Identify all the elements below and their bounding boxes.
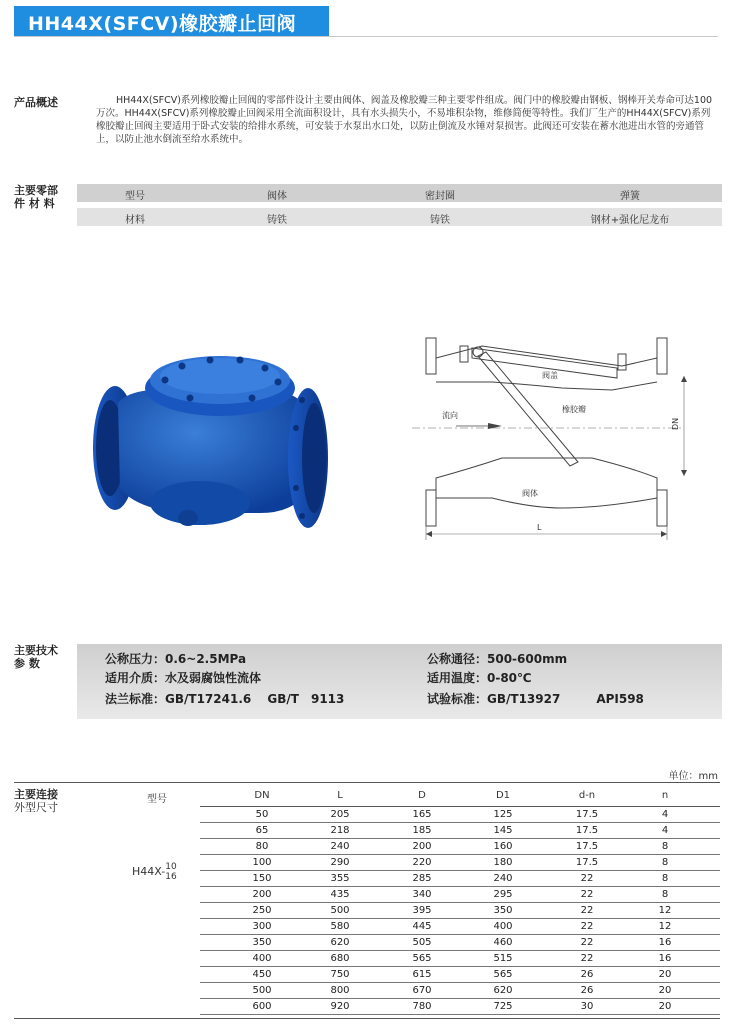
table-cell: 460 <box>493 937 513 948</box>
table-cell: 17.5 <box>575 825 599 836</box>
table-cell: 20 <box>658 985 672 996</box>
table-row <box>200 887 720 903</box>
table-cell: 4 <box>661 825 669 836</box>
table-row <box>200 919 720 935</box>
materials-label-line1: 主要零部 <box>14 184 58 197</box>
param-temperature: 适用温度：0-80℃ <box>427 671 532 685</box>
table-cell: 65 <box>255 825 269 836</box>
table-cell: 22 <box>580 873 594 884</box>
table-cell: 17.5 <box>575 841 599 852</box>
table-row <box>200 935 720 951</box>
table-cell: 145 <box>493 825 513 836</box>
materials-value-row <box>77 208 722 226</box>
table-cell: 8 <box>661 889 669 900</box>
model-base: H44X- <box>132 865 166 878</box>
table-cell: 620 <box>330 937 350 948</box>
overview-label: 产品概述 <box>14 96 58 109</box>
table-cell: 240 <box>330 841 350 852</box>
table-cell: 580 <box>330 921 350 932</box>
dimensions-label <box>14 788 58 814</box>
table-cell: 750 <box>330 969 350 980</box>
table-row <box>200 823 720 839</box>
diagram-label-dn: DN <box>671 417 680 430</box>
table-cell: 200 <box>412 841 432 852</box>
dimensions-label-line1: 主要连接 <box>14 788 58 801</box>
col-header-model: 型号 <box>147 794 167 805</box>
table-cell: 125 <box>493 809 513 820</box>
table-cell: 16 <box>658 937 672 948</box>
col-header-l: L <box>337 790 343 801</box>
table-cell: 725 <box>493 1001 513 1012</box>
table-cell: 500 <box>330 905 350 916</box>
table-cell: 8 <box>661 841 669 852</box>
materials-value-cell: 钢材+强化尼龙布 <box>590 215 670 226</box>
table-row <box>200 967 720 983</box>
diagram-label-disc: 橡胶瓣 <box>562 405 586 414</box>
table-cell: 26 <box>580 985 594 996</box>
table-cell: 160 <box>493 841 513 852</box>
param-flange: 法兰标准：GB/T17241.6 GB/T 9113 <box>105 692 345 706</box>
table-row <box>200 807 720 823</box>
table-cell: 200 <box>252 889 272 900</box>
table-cell: 350 <box>252 937 272 948</box>
param-diameter: 公称通径：500-600mm <box>427 652 568 666</box>
table-cell: 300 <box>252 921 272 932</box>
table-bottom-rule <box>14 1018 720 1019</box>
table-cell: 165 <box>412 809 432 820</box>
table-cell: 22 <box>580 953 594 964</box>
table-cell: 100 <box>252 857 272 868</box>
table-cell: 445 <box>412 921 432 932</box>
table-cell: 450 <box>252 969 272 980</box>
materials-label <box>14 184 58 210</box>
materials-header-cell: 密封圈 <box>425 191 455 202</box>
table-row <box>200 951 720 967</box>
table-cell: 22 <box>580 889 594 900</box>
table-cell: 22 <box>580 905 594 916</box>
model-cell <box>132 862 177 882</box>
table-row <box>200 871 720 887</box>
materials-header-row <box>77 184 722 202</box>
dimensions-label-line2: 外型尺寸 <box>14 801 58 814</box>
table-cell: 205 <box>330 809 350 820</box>
col-header-n: n <box>661 790 669 801</box>
params-label <box>14 644 58 670</box>
table-cell: 8 <box>661 857 669 868</box>
table-row <box>200 999 720 1015</box>
table-cell: 680 <box>330 953 350 964</box>
table-row <box>200 903 720 919</box>
title-banner <box>14 6 329 36</box>
table-cell: 565 <box>493 969 513 980</box>
table-cell: 285 <box>412 873 432 884</box>
col-header-d: D <box>418 790 426 801</box>
table-cell: 218 <box>330 825 350 836</box>
table-cell: 22 <box>580 921 594 932</box>
materials-header-cell: 型号 <box>125 191 145 202</box>
table-cell: 505 <box>412 937 432 948</box>
page-title: HH44X(SFCV)橡胶瓣止回阀 <box>28 13 297 35</box>
diagram-label-flow: 流向 <box>442 411 458 420</box>
table-cell: 150 <box>252 873 272 884</box>
param-pressure: 公称压力：0.6~2.5MPa <box>105 652 247 666</box>
table-cell: 80 <box>255 841 269 852</box>
table-cell: 17.5 <box>575 809 599 820</box>
table-cell: 350 <box>493 905 513 916</box>
table-cell: 780 <box>412 1001 432 1012</box>
materials-header-cell: 弹簧 <box>620 191 640 202</box>
table-cell: 17.5 <box>575 857 599 868</box>
table-cell: 400 <box>493 921 513 932</box>
params-label-line1: 主要技术 <box>14 644 58 657</box>
model-sub: 16 <box>165 872 177 882</box>
table-cell: 515 <box>493 953 513 964</box>
table-cell: 185 <box>412 825 432 836</box>
col-header-dn-bolts: d-n <box>578 790 596 801</box>
table-cell: 30 <box>580 1001 594 1012</box>
title-divider <box>14 36 718 37</box>
valve-product-image <box>70 318 340 548</box>
table-cell: 920 <box>330 1001 350 1012</box>
table-row <box>200 983 720 999</box>
table-cell: 26 <box>580 969 594 980</box>
table-cell: 290 <box>330 857 350 868</box>
table-cell: 295 <box>493 889 513 900</box>
table-cell: 250 <box>252 905 272 916</box>
param-test: 试验标准：GB/T13927 API598 <box>427 692 644 706</box>
table-cell: 620 <box>493 985 513 996</box>
table-cell: 340 <box>412 889 432 900</box>
table-cell: 355 <box>330 873 350 884</box>
table-cell: 500 <box>252 985 272 996</box>
table-cell: 240 <box>493 873 513 884</box>
params-panel <box>77 644 722 719</box>
table-cell: 670 <box>412 985 432 996</box>
params-label-line2: 参 数 <box>14 657 40 670</box>
table-cell: 400 <box>252 953 272 964</box>
overview-text: HH44X(SFCV)系列橡胶瓣止回阀的零部件设计主要由阀体、阀盖及橡胶瓣三种主要零件组成。阀门中的橡胶瓣由钢板、钢棒开关寿命可达100万次。HH44X(SFCV)系列橡胶瓣止回阀采用全流面积设计，具有水头损失小，不易堆积杂物，维修简便等特性。我们厂生产的HH44X(SFCV)系列橡胶瓣止回阀主要适用于卧式安装的给排水系统，可安装于水泵出水口处，以防止倒流及水锤对泵损害。此阀还可安装在蓄水池进出水管的旁通管上，以防止池水倒流至给水系统中。 <box>96 95 713 145</box>
materials-label-line2: 件 材 料 <box>14 197 55 210</box>
table-cell: 20 <box>658 1001 672 1012</box>
table-top-rule <box>14 782 720 783</box>
table-cell: 220 <box>412 857 432 868</box>
materials-value-cell: 材料 <box>125 215 145 226</box>
table-cell: 12 <box>658 905 672 916</box>
materials-value-cell: 铸铁 <box>267 215 287 226</box>
valve-section-diagram <box>412 318 697 548</box>
table-cell: 180 <box>493 857 513 868</box>
materials-value-cell: 铸铁 <box>430 215 450 226</box>
table-cell: 615 <box>412 969 432 980</box>
table-cell: 22 <box>580 937 594 948</box>
table-cell: 395 <box>412 905 432 916</box>
model-sup: 10 <box>165 862 177 872</box>
table-cell: 4 <box>661 809 669 820</box>
materials-header-cell: 阀体 <box>267 191 287 202</box>
col-header-dn: DN <box>254 790 270 801</box>
param-medium: 适用介质：水及弱腐蚀性流体 <box>105 671 262 685</box>
table-row <box>200 855 720 871</box>
table-row <box>200 839 720 855</box>
table-cell: 800 <box>330 985 350 996</box>
unit-label: 单位：mm <box>668 771 718 782</box>
diagram-label-length: L <box>537 523 542 532</box>
table-cell: 16 <box>658 953 672 964</box>
table-cell: 20 <box>658 969 672 980</box>
table-cell: 600 <box>252 1001 272 1012</box>
table-cell: 8 <box>661 873 669 884</box>
diagram-label-body: 阀体 <box>522 489 538 498</box>
table-cell: 50 <box>255 809 269 820</box>
col-header-d1: D1 <box>495 790 511 801</box>
diagram-label-bonnet: 阀盖 <box>542 371 558 380</box>
table-cell: 12 <box>658 921 672 932</box>
table-cell: 435 <box>330 889 350 900</box>
table-cell: 565 <box>412 953 432 964</box>
